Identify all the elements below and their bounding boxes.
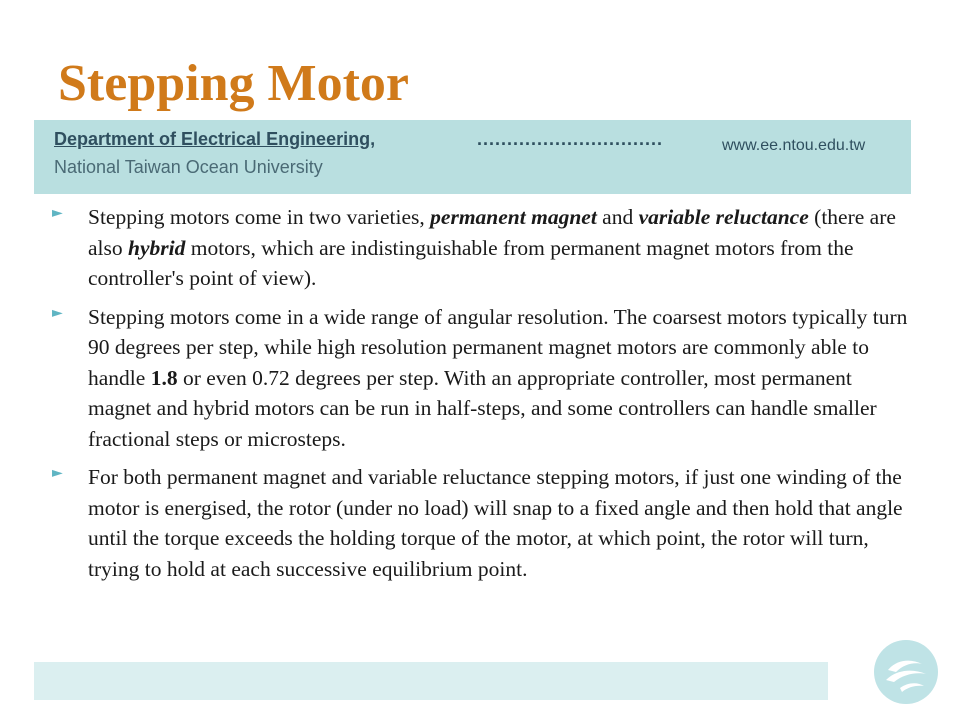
triangle-right-icon: ►	[52, 465, 63, 482]
value-1-8: 1.8	[150, 365, 178, 390]
wave-logo-icon	[874, 640, 938, 704]
triangle-right-icon: ►	[52, 304, 63, 321]
university-name: National Taiwan Ocean University	[54, 157, 323, 177]
bullet-text: Stepping motors come in two varieties,	[88, 205, 431, 229]
term-hybrid: hybrid	[128, 235, 186, 260]
triangle-right-icon: ►	[52, 205, 63, 221]
footer-band	[34, 662, 828, 700]
bullet-text: and	[596, 205, 639, 229]
bullet-text: (there are also	[88, 205, 896, 260]
department-name: Department of Electrical Engineering,	[54, 129, 376, 149]
bullet-text: Stepping motors come in a wide range of angular resolution. The coarsest motors typically turn 90 degrees per step, while high resolution permanent magnet motors are commonly able to handle	[88, 304, 908, 390]
bullet-text: or even 0.72 degrees per step. With an appropriate controller, most permanent magnet and hybrid motors can be run in half-steps, and some controllers can handle smaller fractional steps or microsteps.	[88, 365, 877, 451]
term-variable-reluctance: variable reluctance	[638, 205, 809, 229]
term-permanent-magnet: permanent magnet	[430, 205, 597, 229]
bullet-item	[50, 202, 910, 294]
bullet-item	[50, 462, 910, 584]
bullet-item	[50, 302, 910, 455]
bullet-text: motors, which are indistinguishable from permanent magnet motors from the controller's point of view).	[88, 235, 854, 291]
bullet-text: For both permanent magnet and variable reluctance stepping motors, if just one winding of the motor is energised, the rotor (under no load) will snap to a fixed angle and then hold that angle until the torque exceeds the holding torque of the motor, at which point, the rotor will turn, trying to hold at each successive equilibrium point.	[88, 465, 903, 581]
slide-title: Stepping Motor	[58, 55, 409, 112]
website-url: www.ee.ntou.edu.tw	[722, 137, 866, 154]
bullet-list	[50, 202, 910, 592]
header-dots: ...............................	[477, 129, 664, 149]
